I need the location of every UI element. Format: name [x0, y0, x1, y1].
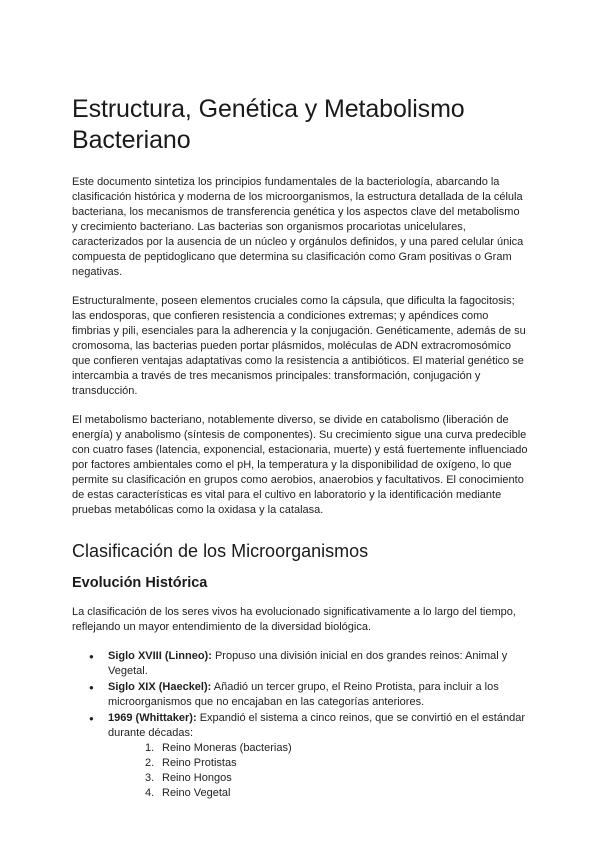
list-item-label: 1969 (Whittaker): [108, 712, 197, 724]
list-item [72, 680, 528, 710]
kingdom-item [108, 741, 528, 756]
list-item-label: Siglo XVIII (Linneo): [108, 650, 212, 662]
list-item [72, 649, 528, 679]
section-paragraph: La clasificación de los seres vivos ha evolucionado significativamente a lo largo del tiempo, reflejando un mayor entendimiento de la diversidad biológica. [72, 606, 516, 633]
section-subheading: Evolución Histórica [72, 575, 208, 591]
list-item-text: Expandió el sistema a cinco reinos, que se convirtió en el estándar durante décadas: [108, 712, 525, 739]
kingdom-name: Reino Protistas [162, 757, 237, 769]
kingdom-item [108, 771, 528, 786]
history-list [72, 649, 528, 801]
kingdom-number: 1. [145, 742, 155, 754]
intro-paragraph-3: El metabolismo bacteriano, notablemente diverso, se divide en catabolismo (liberación de energía) y anabolismo (síntesis de componentes). Su crecimiento sigue una curva predecible con cuatro fases (latencia, exponencial, estacionaria, muerte) y está fuertemente influenciado por factores ambientales como el pH, la temperatura y la disponibilidad de oxígeno, lo que permite su clasificación en grupos como aerobios, anaerobios y facultativos. El conocimiento de estas características es vital para el cultivo en laboratorio y la identificación mediante pruebas metabólicas como la oxidasa y la catalasa. [72, 414, 528, 516]
list-item-text: Añadió un tercer grupo, el Reino Protista, para incluir a los microorganismos que no encajaban en las categorías anteriores. [108, 681, 499, 708]
kingdom-name: Reino Moneras (bacterias) [162, 742, 292, 754]
kingdom-item [108, 786, 528, 801]
kingdom-item [108, 756, 528, 771]
kingdom-number: 3. [145, 772, 155, 784]
list-item-label: Siglo XIX (Haeckel): [108, 681, 212, 693]
kingdom-number: 4. [145, 787, 155, 799]
section-heading: Clasificación de los Microorganismos [72, 541, 369, 561]
intro-paragraph-1: Este documento sintetiza los principios fundamentales de la bacteriología, abarcando la clasificación histórica y moderna de los microorganismos, la estructura detallada de la célula bacteriana, los mecanismos de transferencia genética y los aspectos clave del metabolismo y crecimiento bacteriano. Las bacterias son organismos procariotas unicelulares, caracterizados por la ausencia de un núcleo y orgánulos definidos, y una pared celular única compuesta de peptidoglicano que determina su clasificación como Gram positivas o Gram negativas. [72, 176, 524, 278]
kingdom-name: Reino Vegetal [162, 787, 231, 799]
kingdoms-list [108, 741, 528, 801]
document-page [72, 94, 528, 802]
kingdom-number: 2. [145, 757, 155, 769]
intro-paragraph-2: Estructuralmente, poseen elementos cruciales como la cápsula, que dificulta la fagocitosis; las endosporas, que confieren resistencia a condiciones extremas; y apéndices como fimbrias y pili, esenciales para la adherencia y la conjugación. Genéticamente, además de su cromosoma, las bacterias pueden portar plásmidos, moléculas de ADN extracromosómico que confieren ventajas adaptativas como la resistencia a antibióticos. El material genético se intercambia a través de tres mecanismos principales: transformación, conjugación y transducción. [72, 295, 526, 397]
document-title: Estructura, Genética y Metabolismo Bacteriano [72, 95, 465, 154]
kingdom-name: Reino Hongos [162, 772, 232, 784]
list-item-text: Propuso una división inicial en dos grandes reinos: Animal y Vegetal. [108, 650, 508, 677]
list-item [72, 711, 528, 801]
